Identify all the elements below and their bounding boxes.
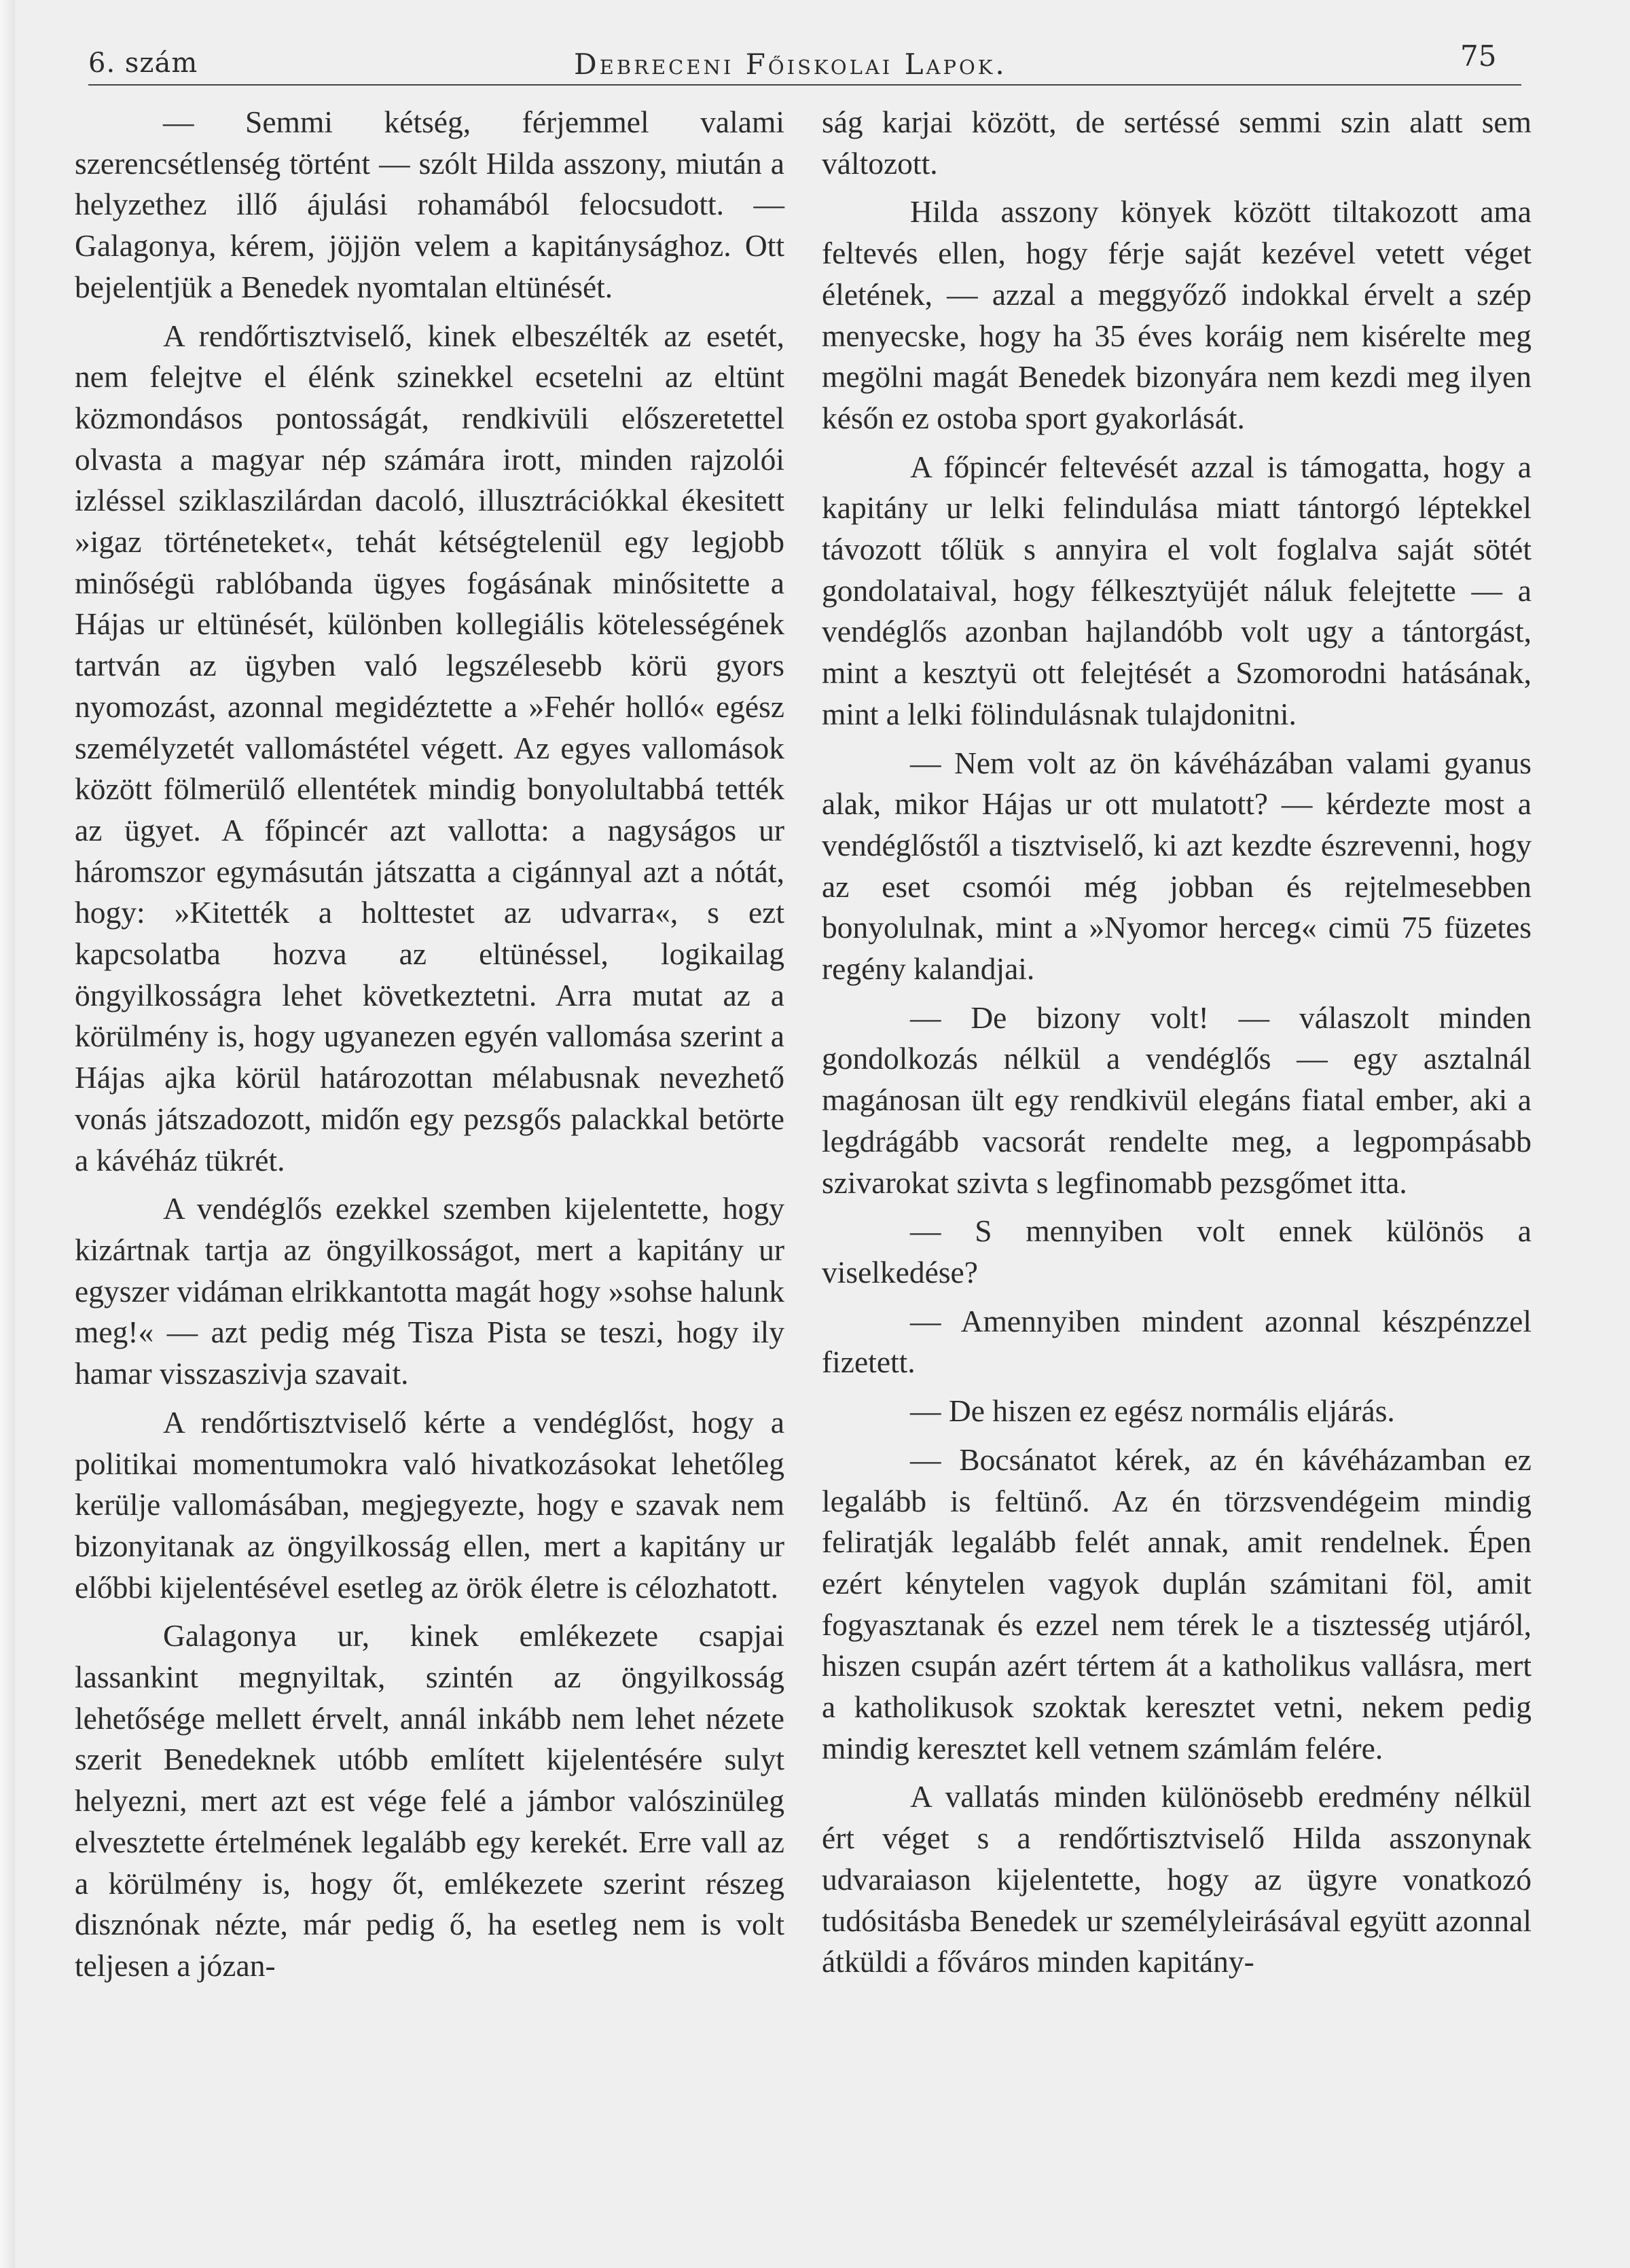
issue-number: 6. szám — [88, 48, 198, 79]
page-edge-shadow — [0, 0, 15, 2268]
page-number: 75 — [1460, 39, 1497, 73]
right-paragraph: — Amennyiben mindent azonnal készpénzzel fizetett. — [822, 1303, 1532, 1380]
right-paragraph: — De bizony volt! — válaszolt minden gondolkozás nélkül a vendéglős — egy asztalnál magánosan ült egy rendkivül elegáns fiatal ember, aki a legdrágább vacsorát rendelte meg, a legpompásabb szivarokat szivta s legfinomabb pezsgőmet itta. — [822, 1000, 1532, 1200]
right-paragraph: — Nem volt az ön kávéházában valami gyanus alak, mikor Hájas ur ott mulatott? — kérdezte most a vendéglőstől a tisztviselő, ki azt kezdte észrevenni, hogy az eset csomói még jobban és rejtelmesebben bonyolulnak, mint a »Nyomor herceg« cimü 75 füzetes regény kalandjai. — [822, 745, 1532, 987]
running-header — [88, 39, 1521, 87]
right-paragraph: A vallatás minden különösebb eredmény nélkül ért véget s a rendőrtisztviselő Hilda asszonynak udvaraiason kijelentette, hogy az ügyre vonatkozó tudósitásba Benedek ur személyleirásával együtt azonnal átküldi a főváros minden kapitány- — [822, 1779, 1532, 1979]
header-rule — [88, 84, 1521, 86]
left-paragraph: Galagonya ur, kinek emlékezete csapjai lassankint megnyiltak, szintén az öngyilkosság lehetősége mellett érvelt, annál inkább nem lehet nézete szerit Benedeknek utóbb említett kijelentésére sulyt helyezni, mert azt est vége felé a jámbor valószinüleg elvesztette értelmének legalább egy kerekét. Erre vall az a körülmény is, hogy őt, emlékezete szerint részeg disznónak nézte, már pedig ő, ha esetleg nem is volt teljesen a józan- — [75, 1618, 784, 1983]
right-column — [822, 102, 1532, 1990]
left-paragraph: A rendőrtisztviselő kérte a vendéglőst, hogy a politikai momentumokra való hivatkozásokat lehetőleg kerülje vallomásában, megjegyezte, hogy e szavak nem bizonyitanak az öngyilkosság ellen, mert a kapitány ur előbbi kijelentésével esetleg az örök életre is célozhatott. — [75, 1404, 784, 1605]
right-paragraph: — Bocsánatot kérek, az én kávéházamban ez legalább is feltünő. Az én törzsvendégeim mindig feliratják legalább felét annak, amit rendelnek. Épen ezért kénytelen vagyok duplán számitani föl, amit fogyasztanak és ezzel nem térek le a tisztesség utjáról, hiszen csupán azért tértem át a katholikus vallásra, mert a katholikusok szoktak keresztet vetni, nekem pedig mindig keresztet kell vetnem számlám felére. — [822, 1442, 1532, 1766]
right-paragraph: ság karjai között, de sertéssé semmi szin alatt sem változott. — [822, 105, 1532, 181]
left-column — [75, 102, 784, 1994]
right-paragraph: A főpincér feltevését azzal is támogatta, hogy a kapitány ur lelki felindulása miatt tántorgó léptekkel távozott tőlük s annyira el volt foglalva saját sötét gondolataival, hogy félkesztyüjét náluk felejtette — a vendéglős azonban hajlandóbb volt ugy a tántorgást, mint a kesztyü ott felejtését a Szomorodni hatásának, mint a lelki fölindulásnak tulajdonitni. — [822, 449, 1532, 731]
journal-title: Debreceni Főiskolai Lapok. — [574, 48, 1007, 81]
left-paragraph: — Semmi kétség, férjemmel valami szerencsétlenség történt — szólt Hilda asszony, miután a helyzethez illő ájulási rohamából felocsudott. — Galagonya, kérem, jöjjön velem a kapitánysághoz. Ott bejelentjük a Benedek nyomtalan eltünését. — [75, 105, 784, 304]
right-paragraph: Hilda asszony könyek között tiltakozott ama feltevés ellen, hogy férje saját kezével vetett véget életének, — azzal a meggyőző indokkal érvelt a szép menyecske, hogy ha 35 éves koráig nem kisérelte meg megölni magát Benedek bizonyára nem kezdi meg ilyen későn ez ostoba sport gyakorlását. — [822, 194, 1532, 435]
right-paragraph: — S mennyiben volt ennek különös a viselkedése? — [822, 1213, 1532, 1290]
left-paragraph: A vendéglős ezekkel szemben kijelentette, hogy kizártnak tartja az öngyilkosságot, mert a kapitány ur egyszer vidáman elrikkantotta magát hogy »sohse halunk meg!« — azt pedig még Tisza Pista se teszi, hogy ily hamar visszaszivja szavait. — [75, 1191, 784, 1391]
left-paragraph: A rendőrtisztviselő, kinek elbeszélték az esetét, nem felejtve el élénk szinekkel ecsetelni az eltünt közmondásos pontosságát, rendkivüli előszeretettel olvasta a magyar nép számára irott, minden rajzolói izléssel sziklaszilárdan dacoló, illusztrációkkal ékesitett »igaz történeteket«, tehát kétségtelenül egy legjobb minőségü rablóbanda ügyes fogásának minősitette a Hájas ur eltünését, különben kollegiális kötelességének tartván az ügyben való legszélesebb körü gyors nyomozást, azonnal megidéztette a »Fehér holló« egész személyzetét vallomástétel végett. Az egyes vallomások között fölmerülő ellentétek mindig bonyolultabbá tették az ügyet. A főpincér azt vallotta: a nagyságos ur háromszor egymásután játszatta a cigánnyal azt a nótát, hogy: »Kitették a holttestet az udvarra«, s ezt kapcsolatba hozva az eltünéssel, logikailag öngyilkosságra lehet következtetni. Arra mutat az a körülmény is, hogy ugyanezen egyén vallomása szerint a Hájas ajka körül határozottan mélabusnak nevezhető vonás játszadozott, midőn egy pezsgős palackkal betörte a kávéház tükrét. — [75, 318, 784, 1177]
right-paragraph: — De hiszen ez egész normális eljárás. — [910, 1393, 1395, 1429]
